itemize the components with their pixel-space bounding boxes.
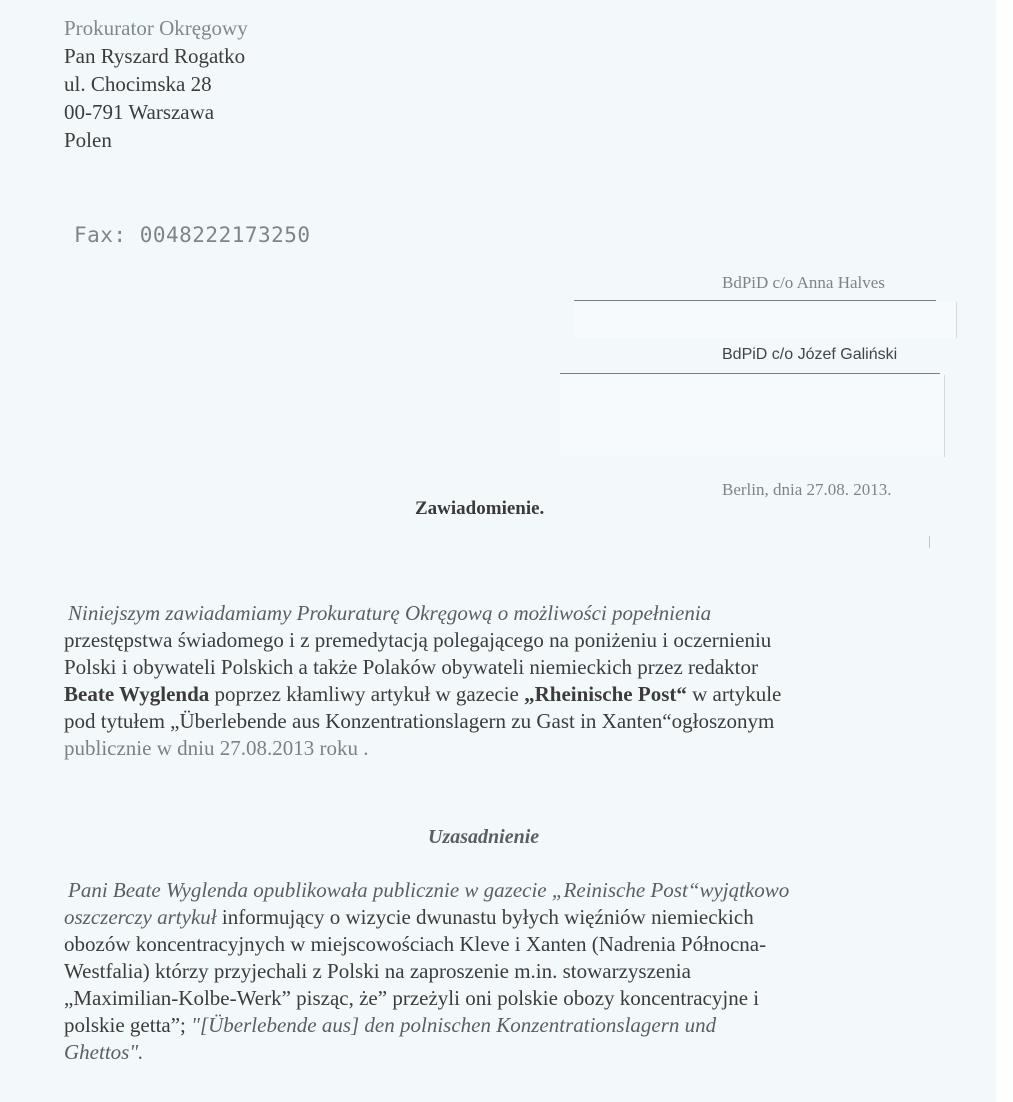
paragraph-line: Pani Beate Wyglenda opublikowała publicznie w gazecie „Reinische Post“wyjątkowo <box>68 878 790 902</box>
paragraph-line: „Maximilian-Kolbe-Werk” pisząc, że” przeżyli oni polskie obozy koncentracyjne i <box>64 986 760 1010</box>
paragraph-line <box>64 1012 964 1039</box>
divider-line <box>560 373 940 374</box>
recipient-street: ul. Chocimska 28 <box>64 72 212 96</box>
recipient-name: Pan Ryszard Rogatko <box>64 44 246 68</box>
recipient-city: 00-791 Warszawa <box>64 100 215 124</box>
quote-text: "[Überlebende aus] den polnischen Konzentrationslagern und <box>191 1013 717 1037</box>
sender-cc-1: BdPiD c/o Anna Halves <box>722 273 885 292</box>
paragraph-text: informujący o wizycie dwunastu byłych więźniów niemieckich <box>216 905 754 929</box>
divider-line <box>574 300 936 301</box>
paragraph-line <box>64 904 964 931</box>
notice-paragraph <box>64 600 964 762</box>
paragraph-text: poprzez kłamliwy artykuł w gazecie <box>209 682 525 706</box>
redacted-block <box>574 302 957 338</box>
recipient-title: Prokurator Okręgowy <box>64 16 248 40</box>
paragraph-line: publicznie w dniu 27.08.2013 roku . <box>64 736 369 760</box>
paragraph-text: polskie getta”; <box>64 1013 192 1037</box>
paragraph-text: oszczerczy artykuł <box>64 905 217 929</box>
justification-paragraph <box>64 877 964 1066</box>
paragraph-line: przestępstwa świadomego i z premedytacją polegającego na poniżeniu i oczernieniu <box>64 628 772 652</box>
sender-cc-2: BdPiD c/o Józef Galiński <box>722 346 898 363</box>
recipient-address <box>64 14 248 154</box>
paragraph-line: Westfalia) którzy przyjechali z Polski na zaproszenie m.in. stowarzyszenia <box>64 959 691 983</box>
paragraph-line: Polski i obywateli Polskich a także Polaków obywateli niemieckich przez redaktor <box>64 655 758 679</box>
paragraph-line: pod tytułem „Überlebende aus Konzentrationslagern zu Gast in Xanten“ogłoszonym <box>64 709 775 733</box>
paragraph-line: Niniejszym zawiadamiamy Prokuraturę Okręgową o możliwości popełnienia <box>68 601 712 625</box>
fax-number: Fax: 0048222173250 <box>74 223 311 247</box>
scan-mark <box>929 536 930 548</box>
section-heading: Uzasadnienie <box>428 826 540 848</box>
paragraph-line: Ghettos". <box>64 1040 144 1064</box>
journalist-name: Beate Wyglenda <box>64 682 210 706</box>
paragraph-line <box>64 681 964 708</box>
paragraph-text: w artykule <box>686 682 782 706</box>
newspaper-name: „Rheinische Post“ <box>524 682 687 706</box>
redacted-block <box>560 375 945 457</box>
recipient-country: Polen <box>64 128 112 152</box>
letter-date: Berlin, dnia 27.08. 2013. <box>722 480 892 499</box>
paragraph-line: obozów koncentracyjnych w miejscowościach Kleve i Xanten (Nadrenia Północna- <box>64 932 767 956</box>
document-title: Zawiadomienie. <box>415 498 545 519</box>
scan-margin <box>996 0 1013 1102</box>
